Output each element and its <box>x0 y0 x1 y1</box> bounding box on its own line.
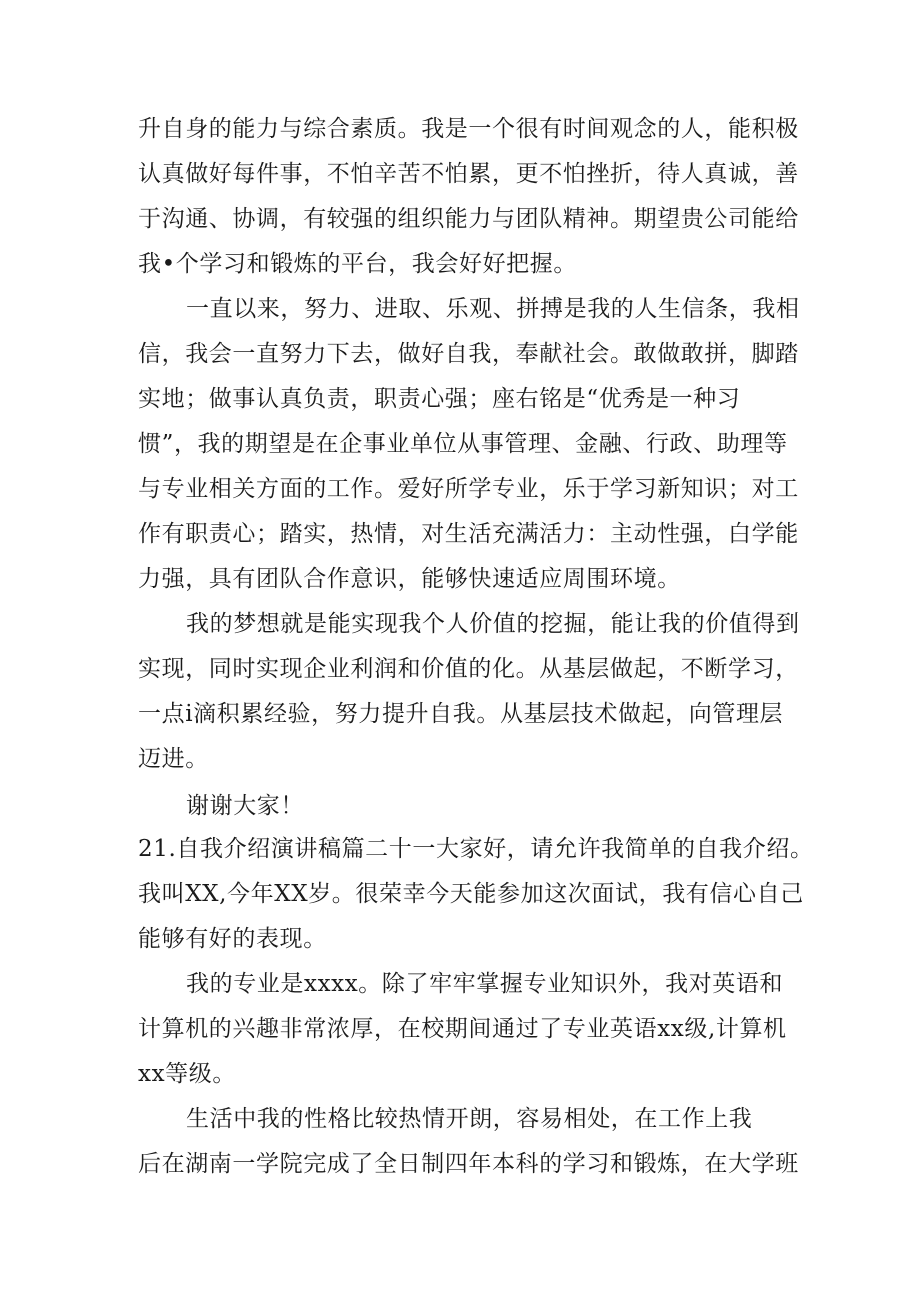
text-line-14: 一点i滴积累经验，努力提升自我。从基层技术做起，向管理层 <box>138 701 784 727</box>
paragraph-3-line-1: 我的梦想就是能实现我个人价值的挖掘，能让我的价值得到 <box>186 611 800 637</box>
thanks-line: 谢谢大家！ <box>186 793 304 819</box>
section-heading-21: 21.自我介绍演讲稿篇二十一大家好，请允许我简单的自我介绍。 <box>138 836 814 862</box>
text-line-19: 能够有好的表现。 <box>138 926 327 952</box>
paragraph-5-line-1: 我的专业是xxxx。除了牢牢掌握专业知识外，我对英语和 <box>186 971 784 997</box>
text-line-22: xx等级。 <box>138 1061 236 1087</box>
paragraph-6-line-1: 生活中我的性格比较热情开朗，容易相处，在工作上我 <box>186 1106 753 1132</box>
text-line-1: 升自身的能力与综合素质。我是一个很有时间观念的人，能积极 <box>138 116 799 142</box>
text-line-21: 计算机的兴趣非常浓厚，在校期间通过了专业英语xx级,计算机 <box>138 1016 787 1042</box>
text-line-13: 实现，同时实现企业利润和价值的化。从基层做起，不断学习， <box>138 656 799 682</box>
text-line-3: 于沟通、协调，有较强的组织能力与团队精神。期望贵公司能给 <box>138 206 799 232</box>
text-line-8: 惯”，我的期望是在企事业单位从事管理、金融、行政、助理等 <box>138 431 788 457</box>
text-line-7: 实地；做事认真负责，职责心强；座右铭是“优秀是一种习 <box>138 386 741 412</box>
text-line-4: 我•个学习和锻炼的平台，我会好好把握。 <box>138 251 577 277</box>
text-line-11: 力强，具有团队合作意识，能够快速适应周围环境。 <box>138 566 681 592</box>
text-line-24: 后在湖南一学院完成了全日制四年本科的学习和锻炼，在大学班 <box>138 1151 799 1177</box>
text-line-15: 迈进。 <box>138 746 209 772</box>
text-line-6: 信，我会一直努力下去，做好自我，奉献社会。敢做敢拼，脚踏 <box>138 341 799 367</box>
text-line-10: 作有职责心；踏实，热情，对生活充满活力：主动性强，白学能 <box>138 521 799 547</box>
text-line-9: 与专业相关方面的工作。爱好所学专业，乐于学习新知识；对工 <box>138 476 799 502</box>
text-line-18: 我叫XX,今年XX岁。很荣幸今天能参加这次面试，我有信心自己 <box>138 881 804 907</box>
text-line-2: 认真做好每件事，不怕辛苦不怕累，更不怕挫折，待人真诚，善 <box>138 161 799 187</box>
paragraph-2-line-1: 一直以来，努力、进取、乐观、拼搏是我的人生信条，我相 <box>186 296 800 322</box>
